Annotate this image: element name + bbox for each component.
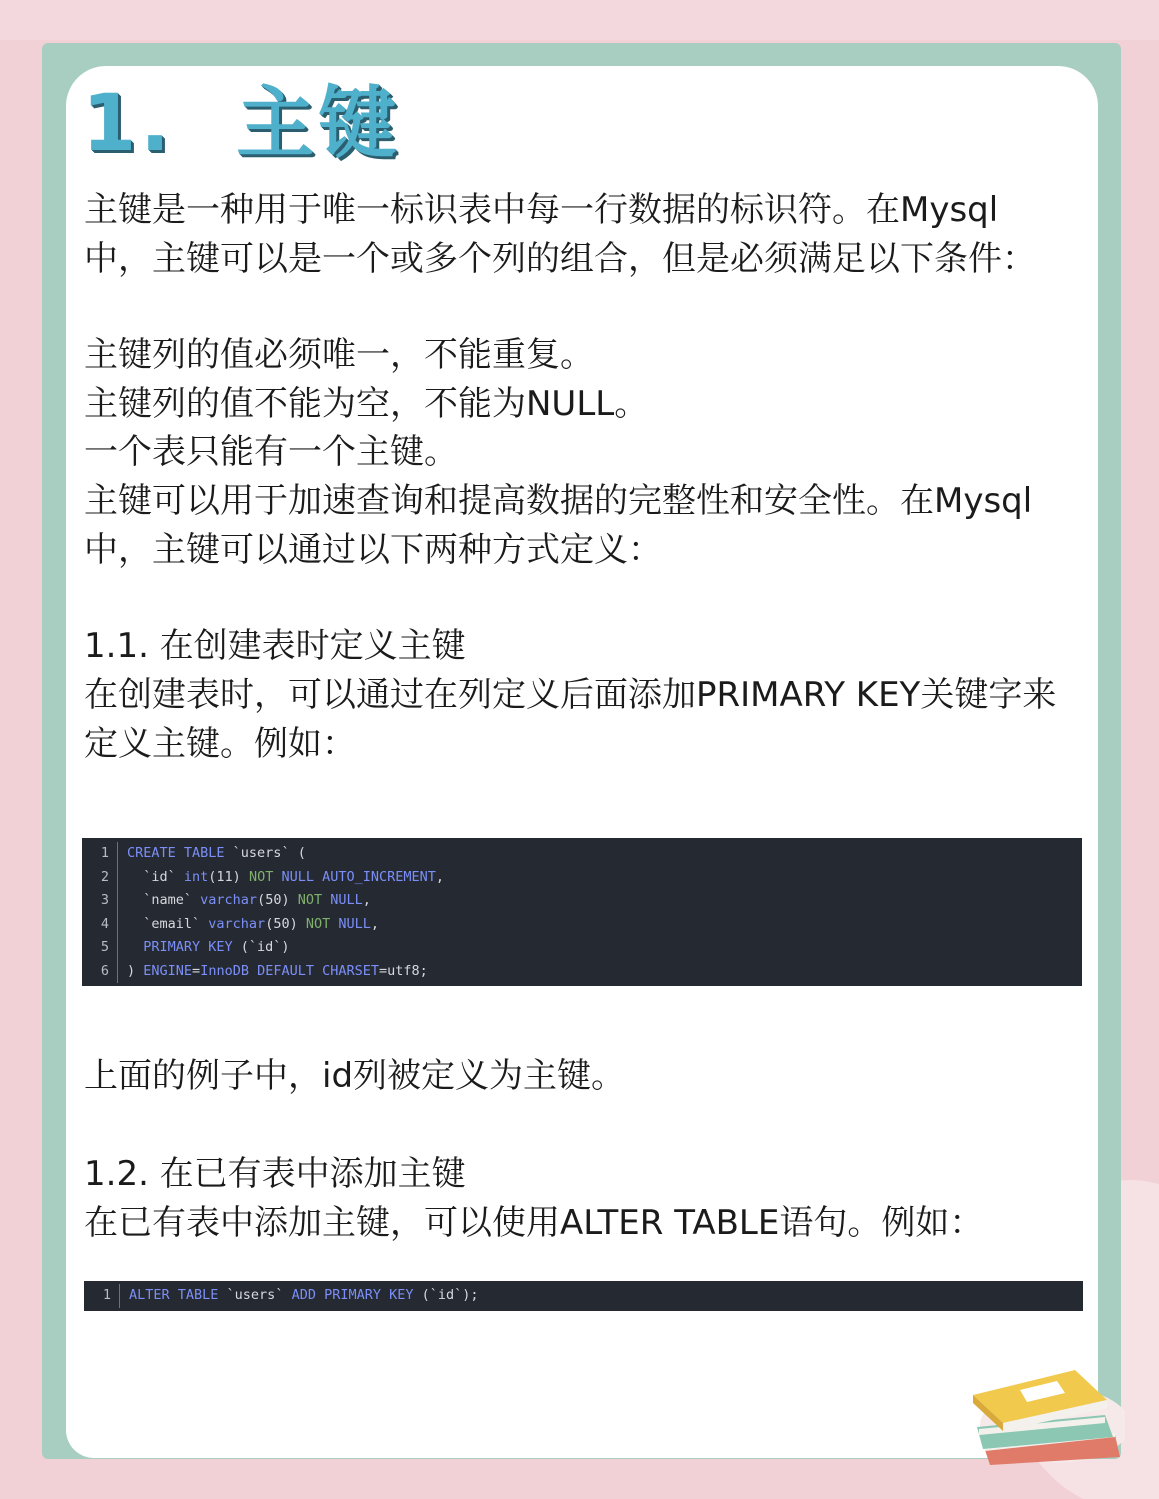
condition-one-key: 一个表只能有一个主键。: [84, 432, 458, 472]
line-number: 1: [82, 842, 118, 866]
subsection-2-desc: 在已有表中添加主键，可以使用ALTER TABLE语句。例如：: [84, 1203, 984, 1243]
code-token: (11): [208, 868, 249, 885]
code-token: `name`: [127, 892, 201, 908]
line-number: 2: [82, 866, 118, 890]
code-token: (`id`): [240, 939, 290, 955]
code-line: [82, 913, 1082, 937]
code-token: NULL: [338, 915, 371, 932]
code-line: [82, 960, 1082, 984]
code-token: PRIMARY KEY: [127, 939, 241, 955]
intro-line-1: 主键是一种用于唯一标识表中每一行数据的标识符。在Mysql: [84, 190, 999, 230]
subsection-2-title: 1.2. 在已有表中添加主键: [84, 1154, 466, 1194]
condition-unique: 主键列的值必须唯一，不能重复。: [84, 335, 594, 375]
code-token: InnoDB DEFAULT CHARSET: [200, 962, 379, 979]
code-token: ENGINE: [143, 962, 193, 979]
usage-line-1: 主键可以用于加速查询和提高数据的完整性和安全性。在Mysql: [84, 481, 1033, 521]
code-token: (50): [265, 915, 306, 932]
line-number: 5: [82, 936, 118, 960]
stacked-books-icon: [965, 1365, 1125, 1465]
subsection-1-after: 上面的例子中，id列被定义为主键。: [84, 1056, 626, 1096]
condition-not-null: 主键列的值不能为空，不能为NULL。: [84, 384, 649, 424]
subsection-1-title: 1.1. 在创建表时定义主键: [84, 626, 466, 666]
code-token: NOT: [248, 868, 282, 885]
line-number: 1: [84, 1284, 120, 1308]
code-line: [82, 842, 1082, 866]
code-token: ALTER TABLE: [129, 1287, 227, 1303]
code-block-alter-table: [84, 1281, 1083, 1311]
background-top: [0, 0, 1159, 40]
code-token: ADD PRIMARY KEY: [291, 1287, 422, 1303]
code-token: NOT: [305, 915, 339, 932]
usage-line-2: 中，主键可以通过以下两种方式定义：: [84, 530, 662, 570]
code-line: [82, 866, 1082, 890]
code-token: =: [192, 962, 201, 979]
code-token: NULL AUTO_INCREMENT: [281, 868, 436, 885]
section-heading: 1. 主键: [82, 79, 401, 169]
code-token: varchar: [208, 915, 266, 932]
code-block-create-table: [82, 838, 1082, 986]
line-number: 6: [82, 960, 118, 984]
code-token: `email`: [127, 915, 209, 932]
line-number: 4: [82, 913, 118, 937]
line-number: 3: [82, 889, 118, 913]
code-token: ,: [362, 892, 371, 908]
code-token: (50): [257, 892, 298, 908]
code-line: [84, 1284, 1083, 1308]
code-token: ): [127, 962, 144, 979]
subsection-1-desc-1: 在创建表时，可以通过在列定义后面添加PRIMARY KEY关键字来: [84, 675, 1057, 715]
intro-line-2: 中，主键可以是一个或多个列的组合，但是必须满足以下条件：: [84, 239, 1036, 279]
code-token: varchar: [200, 892, 258, 908]
code-token: NOT: [297, 892, 331, 908]
subsection-1-desc-2: 定义主键。例如：: [84, 724, 356, 764]
code-token: (`id`);: [421, 1287, 479, 1303]
code-token: CREATE TABLE: [127, 845, 233, 861]
code-token: ,: [370, 915, 379, 932]
code-token: `id`: [127, 868, 184, 885]
code-line: [82, 936, 1082, 960]
code-token: `users`: [226, 1287, 292, 1303]
code-line: [82, 889, 1082, 913]
code-token: =utf8;: [379, 962, 428, 979]
code-token: NULL: [330, 892, 363, 908]
code-token: ,: [435, 868, 445, 885]
code-token: `users` (: [232, 845, 306, 861]
code-token: int: [183, 868, 209, 885]
